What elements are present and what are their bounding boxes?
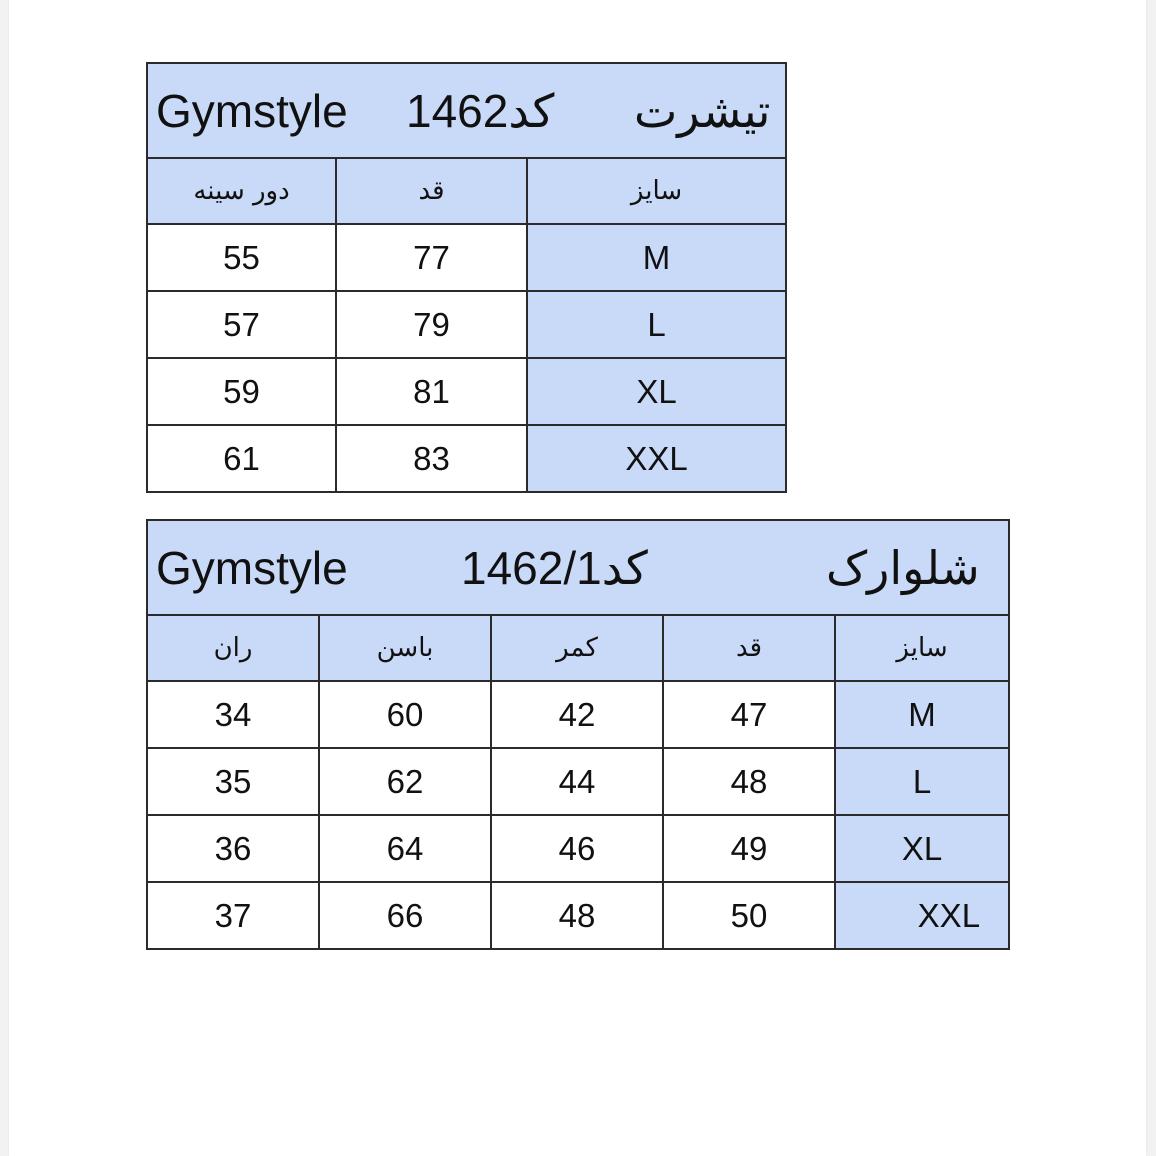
table-row — [147, 681, 1009, 748]
header-waist: کمر — [491, 615, 663, 681]
tshirt-code: 1462کد — [406, 84, 555, 137]
shorts-brand: Gymstyle — [156, 541, 348, 594]
length-value: 48 — [663, 748, 835, 815]
size-label: L — [527, 291, 786, 358]
length-value: 81 — [336, 358, 527, 425]
size-label: XL — [835, 815, 1009, 882]
header-length: قد — [663, 615, 835, 681]
table-row — [147, 224, 786, 291]
length-value: 77 — [336, 224, 527, 291]
shorts-size-table — [146, 519, 1010, 950]
chest-value: 59 — [147, 358, 336, 425]
size-label: XL — [527, 358, 786, 425]
table-row — [147, 815, 1009, 882]
table-row — [147, 882, 1009, 949]
header-size: سایز — [527, 158, 786, 224]
hip-value: 62 — [319, 748, 491, 815]
thigh-value: 37 — [147, 882, 319, 949]
length-value: 49 — [663, 815, 835, 882]
size-label: L — [835, 748, 1009, 815]
length-value: 47 — [663, 681, 835, 748]
shorts-title-cell — [147, 520, 1009, 615]
table-row — [147, 748, 1009, 815]
hip-value: 60 — [319, 681, 491, 748]
size-label: XXL — [527, 425, 786, 492]
header-hip: باسن — [319, 615, 491, 681]
chest-value: 55 — [147, 224, 336, 291]
hip-value: 66 — [319, 882, 491, 949]
tshirt-size-table — [146, 62, 787, 493]
length-value: 79 — [336, 291, 527, 358]
chest-value: 61 — [147, 425, 336, 492]
waist-value: 46 — [491, 815, 663, 882]
waist-value: 42 — [491, 681, 663, 748]
thigh-value: 35 — [147, 748, 319, 815]
header-size: سایز — [835, 615, 1009, 681]
header-thigh: ران — [147, 615, 319, 681]
waist-value: 48 — [491, 882, 663, 949]
header-length: قد — [336, 158, 527, 224]
size-label: M — [527, 224, 786, 291]
table-row — [147, 425, 786, 492]
length-value: 83 — [336, 425, 527, 492]
table-row — [147, 358, 786, 425]
tshirt-product: تیشرت — [634, 84, 771, 137]
thigh-value: 34 — [147, 681, 319, 748]
shorts-product: شلوارک — [826, 541, 980, 594]
size-label: M — [835, 681, 1009, 748]
tshirt-title-cell — [147, 63, 786, 158]
chest-value: 57 — [147, 291, 336, 358]
document-page — [9, 0, 1146, 1156]
thigh-value: 36 — [147, 815, 319, 882]
table-row — [147, 291, 786, 358]
shorts-code: 1462/1کد — [461, 541, 648, 594]
waist-value: 44 — [491, 748, 663, 815]
hip-value: 64 — [319, 815, 491, 882]
tshirt-brand: Gymstyle — [156, 84, 348, 137]
header-chest: دور سینه — [147, 158, 336, 224]
length-value: 50 — [663, 882, 835, 949]
size-label: XXL — [835, 882, 1009, 949]
